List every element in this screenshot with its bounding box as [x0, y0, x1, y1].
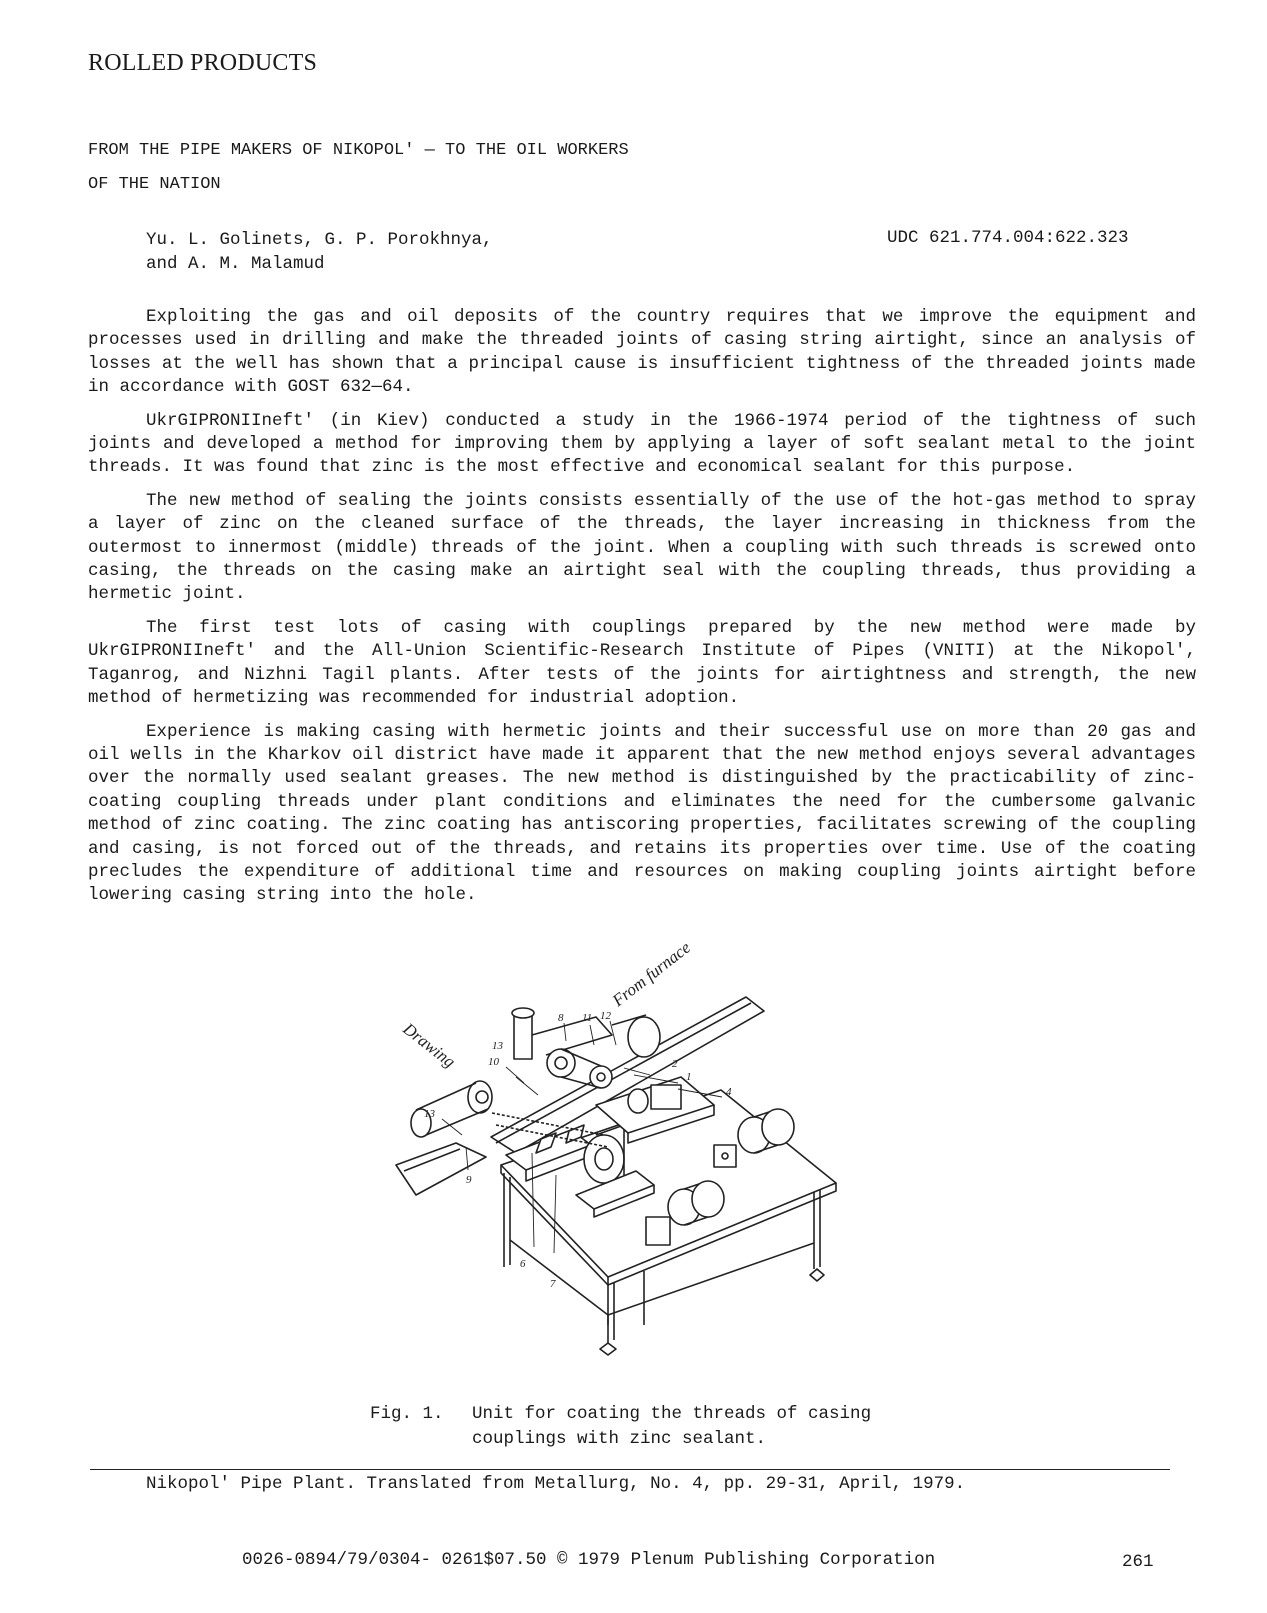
figure-coating-unit — [396, 937, 858, 1375]
callout-13-lower: 13 — [424, 1108, 435, 1120]
label-from-furnace: From furnace — [608, 937, 695, 1011]
callout-4: 4 — [726, 1086, 732, 1098]
article-authors: Yu. L. Golinets, G. P. Porokhnya, and A. M. Malamud — [146, 230, 493, 274]
caption-line-2: couplings with zinc sealant. — [472, 1429, 767, 1449]
callout-6: 6 — [520, 1258, 526, 1270]
coating-unit-illustration — [396, 937, 858, 1375]
article-body — [88, 306, 1196, 918]
figure-label: Fig. 1. — [370, 1404, 444, 1424]
paragraph: The new method of sealing the joints consists essentially of the use of the hot-gas method to spray a layer of zinc on the cleaned surface of the threads, the layer increasing in thickness from the outermost to innermost (middle) threads of the joint. When a coupling with such threads is screwed onto casing, the threads on the casing make an airtight seal with the coupling threads, thus providing a hermetic joint. — [88, 490, 1196, 605]
caption-line-1: Unit for coating the threads of casing — [472, 1404, 872, 1424]
page-number: 261 — [1122, 1552, 1154, 1572]
paragraph: Exploiting the gas and oil deposits of the country requires that we improve the equipment and processes used in drilling and make the threaded joints of casing string airtight, since an analysis of losses at the well has shown that a principal cause is insufficient tightness of the threaded joints made in accordance with GOST 632—64. — [88, 307, 1196, 398]
callout-12: 12 — [600, 1010, 611, 1022]
footnote-rule — [90, 1469, 1170, 1470]
callout-2: 2 — [672, 1058, 678, 1070]
callout-11: 11 — [582, 1012, 593, 1024]
callout-9: 9 — [466, 1174, 472, 1186]
paragraph: UkrGIPRONIIneft' (in Kiev) conducted a study in the 1966-1974 period of the tightness of such joints and developed a method for improving them by applying a layer of soft sealant metal to the joint threads. It was found that zinc is the most effective and economical sealant for this purpose. — [88, 410, 1196, 478]
paragraph: Experience is making casing with hermetic joints and their successful use on more than 20 gas and oil wells in the Kharkov oil district have made it apparent that the new method enjoys several advantages over the normally used sealant greases. The new method is distinguished by the practicability of zinc-coating coupling threads under plant conditions and eliminates the need for the cumbersome galvanic method of zinc coating. The zinc coating has antiscoring properties, facilitates screwing of the coupling and casing, is not forced out of the threads, and retains its properties over time. Use of the coating precludes the expenditure of additional time and resources on making coupling joints airtight before lowering casing string into the hole. — [88, 721, 1196, 906]
udc-code: UDC 621.774.004:622.323 — [887, 228, 1129, 248]
label-drawing: Drawing — [399, 1019, 459, 1072]
section-heading: ROLLED PRODUCTS — [88, 50, 318, 76]
callout-13-upper: 13 — [492, 1040, 503, 1052]
callout-8: 8 — [558, 1012, 564, 1024]
article-title: FROM THE PIPE MAKERS OF NIKOPOL' — TO THE OIL WORKERS OF THE NATION — [88, 141, 629, 194]
footnote: Nikopol' Pipe Plant. Translated from Metallurg, No. 4, pp. 29-31, April, 1979. — [146, 1474, 966, 1494]
callout-7: 7 — [550, 1278, 556, 1290]
publisher-imprint: 0026-0894/79/0304- 0261$07.50 © 1979 Plenum Publishing Corporation — [242, 1550, 936, 1570]
callout-10: 10 — [488, 1056, 499, 1068]
callout-1: 1 — [686, 1071, 692, 1083]
figure-caption — [370, 1402, 871, 1452]
paragraph: The first test lots of casing with couplings prepared by the new method were made by UkrGIPRONIIneft' and the All-Union Scientific-Research Institute of Pipes (VNITI) at the Nikopol', Taganrog, and Nizhni Tagil plants. After tests of the joints for airtightness and strength, the new method of hermetizing was recommended for industrial adoption. — [88, 617, 1196, 709]
